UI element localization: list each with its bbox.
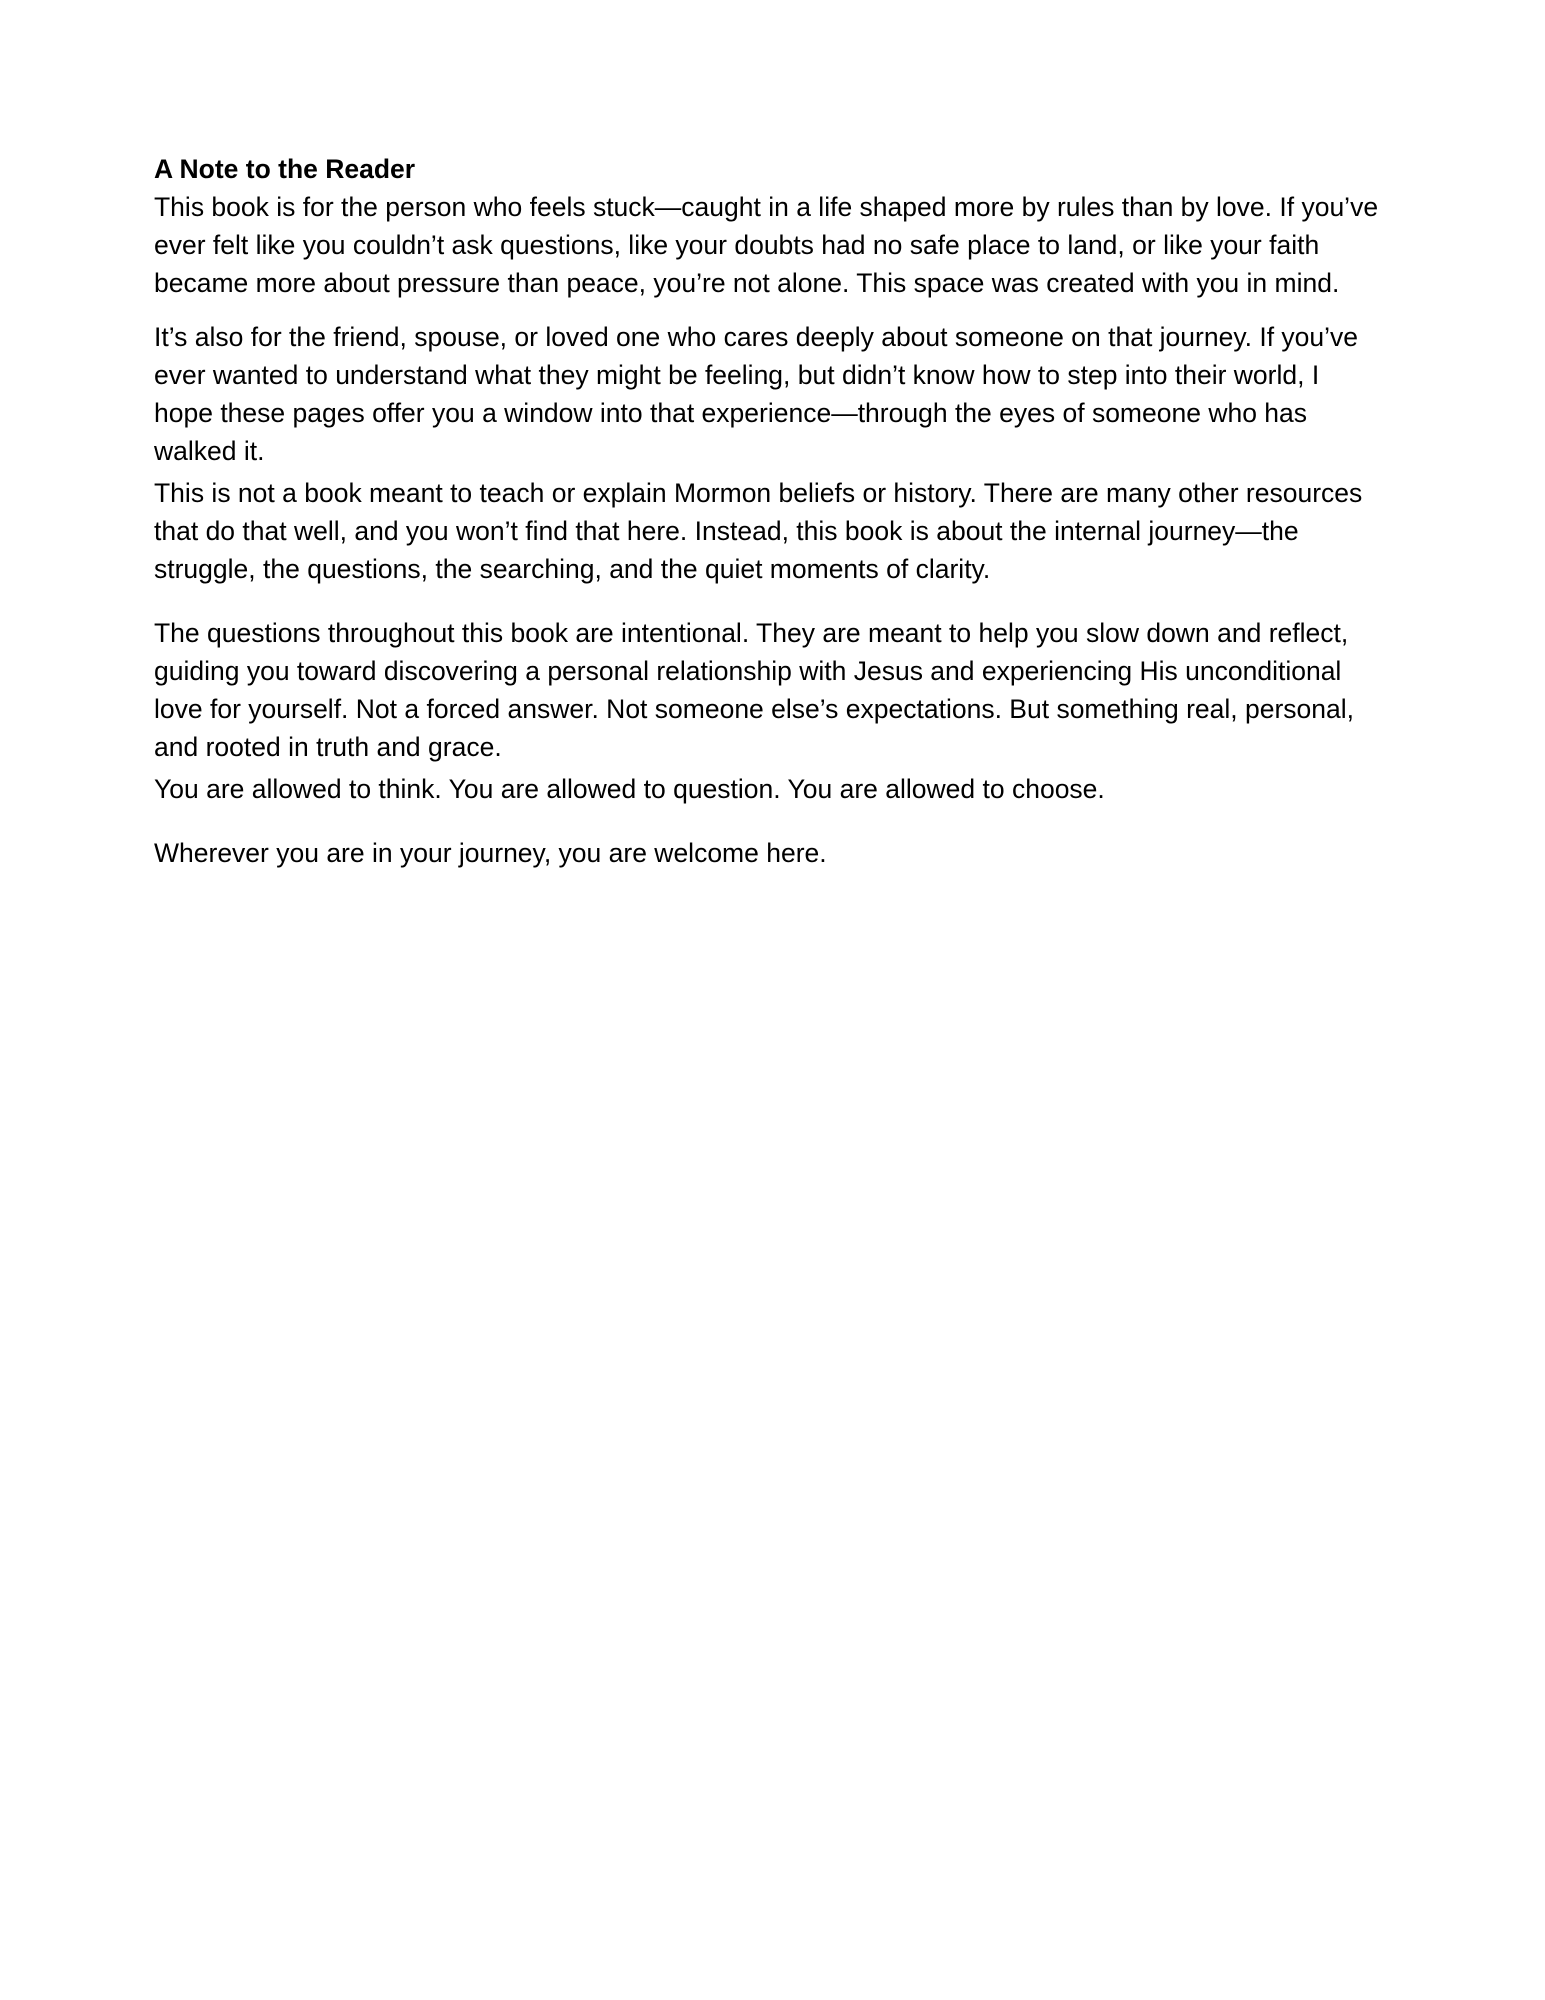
paragraph-intro: This book is for the person who feels stuck—caught in a life shaped more by rules than by love. If you’ve ever felt like you couldn’t ask questions, like your doubts had no safe place to land, or like your faith became more about pressure than peace, you’re not alone. This space was created with you in mind.: [154, 192, 1379, 298]
paragraph-questions: The questions throughout this book are intentional. They are meant to help you slow down and reflect, guiding you toward discovering a personal relationship with Jesus and experiencing His unconditional love for yourself. Not a forced answer. Not someone else’s expectations. But something real, personal, and rooted in truth and grace.: [154, 618, 1355, 762]
page-title: A Note to the Reader: [154, 154, 416, 184]
paragraph-welcome: Wherever you are in your journey, you are welcome here.: [154, 838, 827, 868]
paragraph-allowed: You are allowed to think. You are allowed to question. You are allowed to choose.: [154, 774, 1105, 804]
document-body: [154, 150, 1384, 872]
paragraph-purpose: This is not a book meant to teach or explain Mormon beliefs or history. There are many other resources that do that well, and you won’t find that here. Instead, this book is about the internal journey—the struggle, the questions, the searching, and the quiet moments of clarity.: [154, 478, 1363, 584]
paragraph-loved-ones: It’s also for the friend, spouse, or loved one who cares deeply about someone on that journey. If you’ve ever wanted to understand what they might be feeling, but didn’t know how to step into their world, I hope these pages offer you a window into that experience—through the eyes of someone who has walked it.: [154, 322, 1359, 466]
